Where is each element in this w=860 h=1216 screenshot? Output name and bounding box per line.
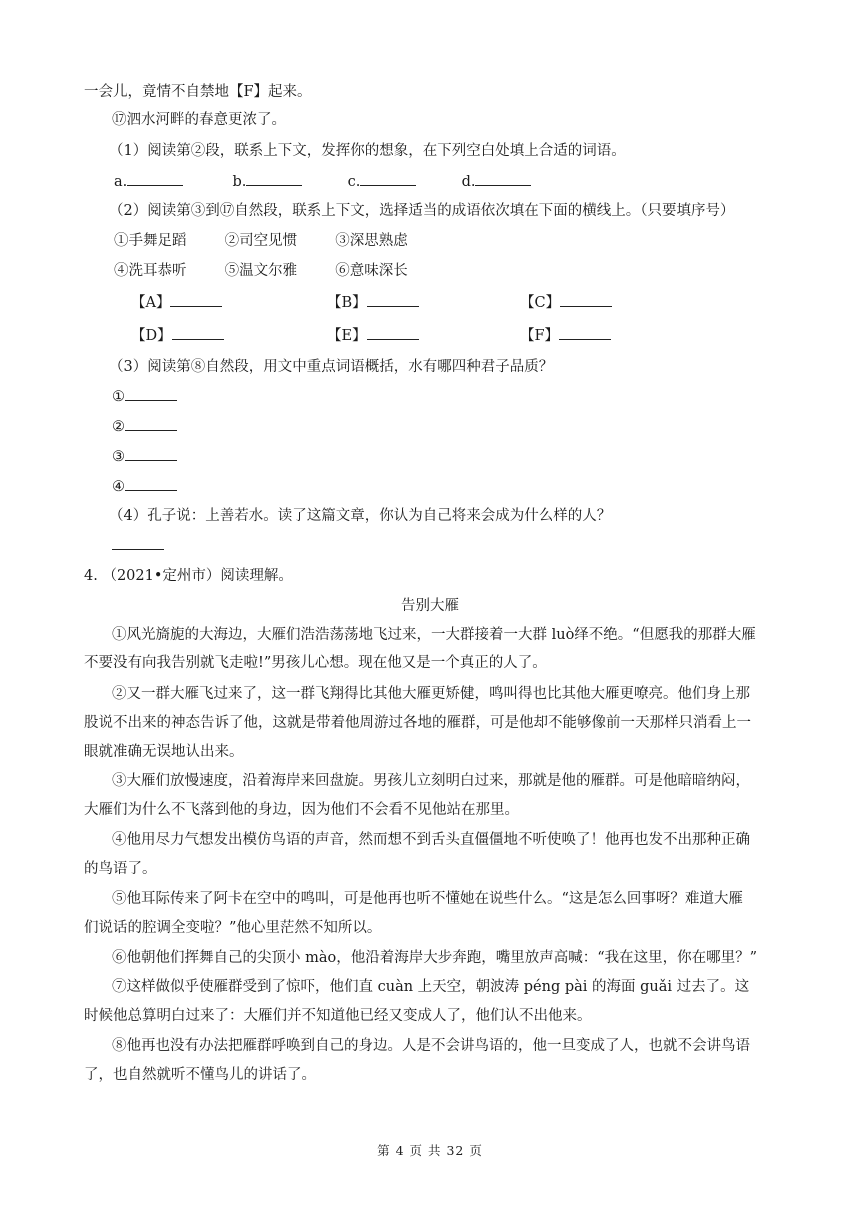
answer-blank[interactable]	[246, 171, 302, 186]
idiom-option: ④洗耳恭听	[114, 263, 187, 279]
answer-blank[interactable]	[125, 446, 177, 461]
blank-label: b.	[232, 174, 247, 190]
paragraph-line: 的鸟语了。	[84, 861, 157, 877]
answer-slot	[131, 292, 222, 313]
question-3: （3）阅读第⑧自然段，用文中重点词语概括，水有哪四种君子品质？	[109, 359, 554, 375]
answer-blank[interactable]	[475, 171, 531, 186]
section-header: 4. （2021•定州市）阅读理解。	[84, 568, 293, 584]
idiom-option: ⑥意味深长	[335, 263, 408, 279]
q1-blanks	[114, 171, 531, 192]
item-number: ④	[112, 479, 125, 495]
paragraph-line: ⑦这样做似乎使雁群受到了惊吓，他们直 cuàn 上天空，朝波涛 péng pài 的海面 guǎi 过去了。这	[112, 979, 750, 995]
paragraph-line: ③大雁们放慢速度，沿着海岸来回盘旋。男孩儿立刻明白过来，那就是他的雁群。可是他暗暗纳闷，	[112, 773, 750, 789]
paragraph-line: 时候他总算明白过来了：大雁们并不知道他已经又变成人了，他们认不出他来。	[84, 1008, 592, 1024]
paragraph-line: 们说话的腔调全变啦？”他心里茫然不知所以。	[84, 920, 382, 936]
answer-blank[interactable]	[170, 292, 222, 307]
answer-blank[interactable]	[360, 171, 416, 186]
article-title: 告别大雁	[401, 598, 459, 614]
answer-blank[interactable]	[125, 386, 177, 401]
paragraph-line: 股说不出来的神态告诉了他，这就是带着他周游过各地的雁群，可是他却不能够像前一天那样只消看上一	[84, 715, 751, 731]
item-number: ③	[112, 449, 125, 465]
answer-blank[interactable]	[127, 171, 183, 186]
intro-line: 一会儿，竟情不自禁地【F】起来。	[84, 84, 312, 100]
idiom-option: ⑤温文尔雅	[224, 263, 298, 279]
slot-label: 【A】	[131, 295, 171, 311]
question-4: （4）孔子说：上善若水。读了这篇文章，你认为自己将来会成为什么样的人？	[109, 508, 612, 524]
answer-blank[interactable]	[172, 325, 224, 340]
answer-slot	[327, 292, 419, 313]
answer-blank[interactable]	[112, 548, 164, 550]
answer-blank[interactable]	[367, 325, 419, 340]
answer-blank[interactable]	[560, 292, 612, 307]
idiom-option: ②司空见惯	[224, 233, 298, 249]
paragraph-line: 眼就准确无误地认出来。	[84, 744, 244, 760]
answer-slot	[131, 325, 224, 346]
intro-line: ⑰泗水河畔的春意更浓了。	[112, 112, 286, 128]
paragraph-line: ①风光旖旎的大海边，大雁们浩浩荡荡地飞过来，一大群接着一大群 luò绎不绝。“但愿我的那群大雁	[112, 627, 756, 643]
question-2: （2）阅读第③到⑰自然段，联系上下文，选择适当的成语依次填在下面的横线上。（只要填序号）	[109, 203, 735, 219]
question-1: （1）阅读第②段，联系上下文，发挥你的想象，在下列空白处填上合适的词语。	[109, 143, 626, 159]
blank-label: a.	[114, 174, 128, 190]
page-footer: 第 4 页 共 32 页	[377, 1143, 483, 1158]
paragraph-line: ⑥他朝他们挥舞自己的尖顶小 mào，他沿着海岸大步奔跑，嘴里放声高喊：“我在这里，你在哪里？”	[112, 950, 758, 966]
answer-line	[112, 476, 177, 497]
answer-line	[112, 446, 177, 467]
slot-label: 【F】	[520, 328, 560, 344]
slot-label: 【C】	[520, 295, 561, 311]
answer-slot	[327, 325, 419, 346]
blank-label: c.	[347, 174, 361, 190]
paragraph-line: ④他用尽力气想发出模仿鸟语的声音，然而想不到舌头直僵僵地不听使唤了！他再也发不出那种正确	[112, 832, 750, 848]
idiom-option: ③深思熟虑	[335, 233, 408, 249]
idiom-options-row	[114, 231, 408, 251]
item-number: ②	[112, 419, 125, 435]
paragraph-line: ⑧他再也没有办法把雁群呼唤到自己的身边。人是不会讲鸟语的，他一旦变成了人，也就不会讲鸟语	[112, 1038, 750, 1054]
answer-blank[interactable]	[367, 292, 419, 307]
paragraph-line: ⑤他耳际传来了阿卡在空中的鸣叫，可是他再也听不懂她在说些什么。“这是怎么回事呀？难道大雁	[112, 891, 743, 907]
idiom-options-row	[114, 261, 408, 281]
slot-label: 【E】	[327, 328, 367, 344]
blank-label: d.	[461, 174, 476, 190]
answer-blank[interactable]	[559, 325, 611, 340]
slot-label: 【B】	[327, 295, 367, 311]
paragraph-line: 了，也自然就听不懂鸟儿的讲话了。	[84, 1067, 316, 1083]
answer-line	[112, 386, 177, 407]
paragraph-line: 不要没有向我告别就飞走啦!”男孩儿心想。现在他又是一个真正的人了。	[84, 655, 547, 671]
idiom-option: ①手舞足蹈	[114, 233, 187, 249]
answer-slot	[520, 325, 611, 346]
answer-blank[interactable]	[125, 476, 177, 491]
answer-line	[112, 416, 177, 437]
paragraph-line: 大雁们为什么不飞落到他的身边，因为他们不会看不见他站在那里。	[84, 802, 519, 818]
item-number: ①	[112, 389, 125, 405]
answer-slot	[520, 292, 612, 313]
answer-blank[interactable]	[125, 416, 177, 431]
slot-label: 【D】	[131, 328, 172, 344]
paragraph-line: ②又一群大雁飞过来了，这一群飞翔得比其他大雁更矫健，鸣叫得也比其他大雁更嘹亮。他们身上那	[112, 686, 750, 702]
